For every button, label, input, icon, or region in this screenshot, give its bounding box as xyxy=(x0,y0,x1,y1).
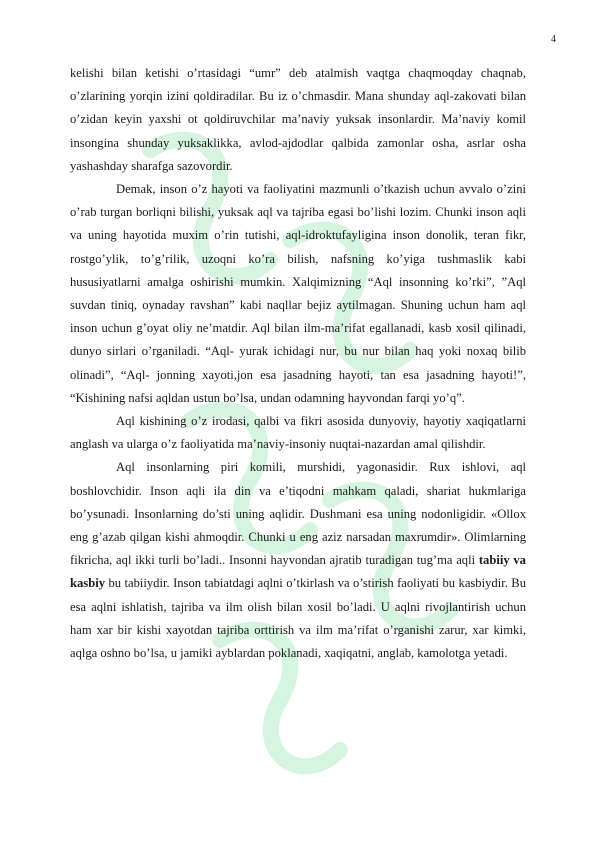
document-body xyxy=(70,62,526,665)
page-number: 4 xyxy=(551,34,556,45)
paragraph-1: kelishi bilan ketishi o’rtasidagi “umr” deb atalmish vaqtga chaqmoqday chaqnab, o’zlarining yorqin izini qoldiradilar. Bu iz o’chmasdir. Mana shunday aql-zakovati bilan o’zidan keyin yaxshi ot qoldiruvchilar ma’naviy yuksak insonlardir. Ma’naviy komil insongina shunday yuksaklikka, avlod-ajdodlar qalbida zamonlar osha, asrlar osha yashashday sharafga sazovordir. xyxy=(70,66,526,173)
paragraph-4-bold-term: tabiiy va kasbiy xyxy=(70,553,526,591)
paragraph-2: Demak, inson o’z hayoti va faoliyatini mazmunli o’tkazish uchun avvalo o’zini o’rab turgan borliqni bilishi, yuksak aql va tajriba egasi bo’lishi lozim. Chunki inson aqli va uning hayotida muxim o’rin tutishi, aql-idroktufayligina inson donolik, teran fikr, rostgo’ylik, to’g’rilik, uzoqni ko’ra bilish, nafsning ko’yiga tushmaslik kabi hususiyatlarni amalga oshirishi mumkin. Xalqimizning “Aql insonning ko’rki”, ”Aql suvdan tiniq, oynaday ravshan” kabi naqllar bejiz aytilmagan. Shuning uchun ham aql inson uchun g’oyat oliy ne’matdir. Aql bilan ilm-ma’rifat egallanadi, kasb xosil qilinadi, dunyo sirlari o’rganiladi. “Aql- yurak ichidagi nur, bu nur bilan haq yoki noxaq bilib olinadi”, “Aql- jonning xayoti,jon esa jasadning hayoti, tan esa jasadning hayoti!”, “Kishining nafsi aqldan ustun bo’lsa, undan odamning hayvondan farqi yo’q”. xyxy=(70,182,526,405)
paragraph-4-text-after: bu tabiiydir. Inson tabiatdagi aqlni o’tkirlash va o’stirish faoliyati bu kasbiydir. Bu esa aqlni ishlatish, tajriba va ilm olish bilan xosil bo’ladi. U aqlni rivojlantirish uchun ham xar bir kishi xayotdan tajriba orttirish va ilm ma’rifat o’rganishi zarur, xar kimki, aqlga oshno bo’lsa, u jamiki ayblardan poklanadi, xaqiqatni, anglab, kamolotga yetadi. xyxy=(70,576,526,661)
paragraph-4-text-before: Aql insonlarning piri komili, murshidi, yagonasidir. Rux ishlovi, aql boshlovchidir. Inson aqli ila din va e’tiqodni mahkam qaladi, shariat hukmlariga bo’ysunadi. Insonlarning do’sti uning aqlidir. Dushmani esa uning nodonligidir. «Ollox eng g’azab qilgan kishi ahmoqdir. Chunki u eng aziz narsadan maxrumdir». Olimlarning fikricha, aql ikki turli bo’ladi.. Insonni hayvondan ajratib turadigan tug’ma aqli xyxy=(70,460,526,568)
paragraph-4 xyxy=(70,456,526,665)
paragraph-3: Aql kishining o’z irodasi, qalbi va fikri asosida dunyoviy, hayotiy xaqiqatlarni anglash va ularga o’z faoliyatida ma’naviy-insoniy nuqtai-nazardan amal qilishdir. xyxy=(70,414,526,452)
